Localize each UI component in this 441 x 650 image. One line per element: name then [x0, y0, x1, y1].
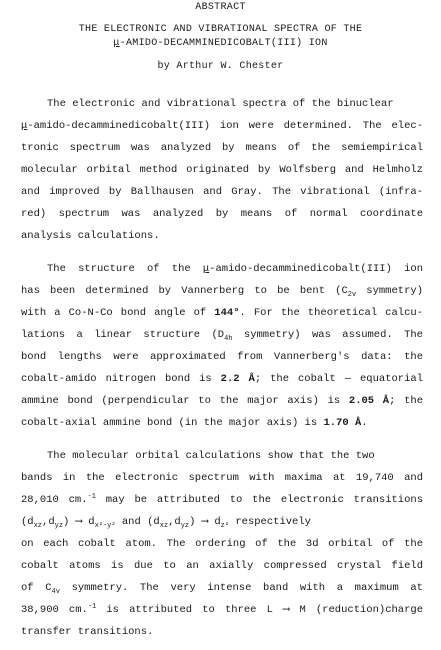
p2-l4a: lations a linear structure (D: [21, 329, 225, 341]
t12: z²: [220, 522, 230, 530]
p2-l1b: -amido-decamminedicobalt(III) ion: [209, 263, 423, 275]
p2-line-3: [21, 307, 423, 320]
title-line-1: THE ELECTRONIC AND VIBRATIONAL SPECTRA OF THE: [78, 24, 363, 35]
axial-bond-length: 1.70 Å: [323, 417, 362, 429]
p3-line-9: transfer transitions.: [21, 626, 154, 638]
p3-l8b: is attributed to three L ⟶ M (reduction)charge: [96, 604, 424, 616]
p2-line-4: [21, 329, 423, 342]
p3-l3b: may be attributed to the electronic transitions: [95, 494, 423, 506]
p3-l7a: of C: [21, 582, 52, 594]
p3-l3a: 28,010 cm.: [21, 494, 88, 506]
p2-line-2: [21, 285, 423, 298]
p1-line-5: and improved by Ballhausen and Gray. The vibrational (infra-: [21, 186, 423, 198]
p1-line-7: analysis calculations.: [21, 230, 160, 242]
p1-line-6: red) spectrum was analyzed by means of normal coordinate: [21, 208, 423, 220]
p2-line-7: [21, 395, 423, 408]
p2-l7a: ammine bond (perpendicular to the major axis) is: [21, 395, 349, 407]
p1-line-2-rest: -amido-decamminedicobalt(III) ion were determined. The elec-: [27, 120, 423, 132]
p2-c2v-sub: 2v: [347, 291, 357, 299]
abstract-heading: ABSTRACT: [195, 2, 246, 13]
title-line-2-rest: -AMIDO-DECAMMINEDICOBALT(III) ION: [119, 38, 328, 49]
p1-line-3: tronic spectrum was analyzed by means of the semiempirical: [21, 142, 423, 154]
p2-l3a: with a Co-N-Co bond angle of: [21, 307, 215, 319]
p1-mu: μ: [21, 120, 28, 132]
p2-mu: μ: [202, 263, 210, 275]
t9: ,d: [168, 516, 181, 528]
t7: and (d: [115, 516, 160, 528]
p2-l6a: cobalt-amido nitrogen bond is: [21, 373, 221, 385]
t11: ) ⟶ d: [189, 516, 221, 528]
p3-l7b: symmetry. The very intense band with a maximum at: [59, 582, 423, 594]
t4: yz: [54, 522, 64, 530]
p2-line-6: [21, 373, 423, 386]
p3-l8-sup: -1: [87, 603, 97, 611]
byline: by Arthur W. Chester: [157, 61, 284, 72]
p3-line-5: on each cobalt atom. The ordering of the 3d orbital of the: [21, 538, 423, 550]
p2-l2a: has been determined by Vannerberg to be bent (C: [21, 285, 348, 297]
p3-line-6: cobalt atoms is due to an axially compressed crystal field: [21, 560, 423, 572]
p2-d4h-sub: 4h: [224, 335, 233, 343]
p2-l8b: .: [361, 417, 368, 429]
p2-l3b: . For the theoretical calcu-: [239, 307, 423, 319]
p3-line-8: [21, 604, 423, 617]
amido-bond-length: 2.2 Å: [220, 373, 255, 385]
t5: ) ⟶ d: [63, 516, 95, 528]
p3-line-7: [21, 582, 423, 595]
t3: ,d: [42, 516, 55, 528]
equatorial-bond-length: 2.05 Å: [348, 395, 390, 407]
t13: respectively: [229, 516, 311, 528]
p2-l6b: ; the cobalt — equatorial: [254, 373, 424, 385]
p2-l1a: The structure of the: [47, 263, 203, 275]
p2-l2b: symmetry): [356, 285, 423, 297]
p2-line-1: [47, 263, 423, 276]
p3-line-1: The molecular orbital calculations show that the two: [47, 450, 375, 462]
p3-line-3: [21, 494, 423, 507]
p2-line-5: bond lengths were approximated from Vannerberg's data: the: [21, 351, 423, 363]
p3-c4v-sub: 4v: [51, 588, 60, 596]
t2: xz: [33, 522, 43, 530]
p1-line-2: [21, 120, 423, 133]
p1-line-1: The electronic and vibrational spectra of the binuclear: [47, 98, 394, 110]
p3-line-4: [21, 516, 311, 529]
p2-l8a: cobalt-axial ammine bond (in the major axis) is: [21, 417, 324, 429]
p3-l3-sup: -1: [87, 493, 96, 501]
p2-line-8: [21, 417, 368, 430]
title-line-2: [0, 38, 441, 49]
p2-l7b: ; the: [389, 395, 423, 407]
p1-line-4: molecular orbital method originated by Wolfsberg and Helmholz: [21, 164, 423, 176]
p3-l8a: 38,900 cm.: [21, 604, 88, 616]
t1: (d: [21, 516, 34, 528]
p3-line-2: bands in the electronic spectrum with maxima at 19,740 and: [21, 472, 423, 484]
t8: xz: [159, 522, 169, 530]
bond-angle-value: 144°: [214, 307, 240, 319]
p2-l4b: symmetry) was assumed. The: [232, 329, 423, 341]
t10: yz: [180, 522, 190, 530]
t6: x²-y²: [94, 522, 116, 530]
title-mu: μ: [113, 38, 120, 49]
